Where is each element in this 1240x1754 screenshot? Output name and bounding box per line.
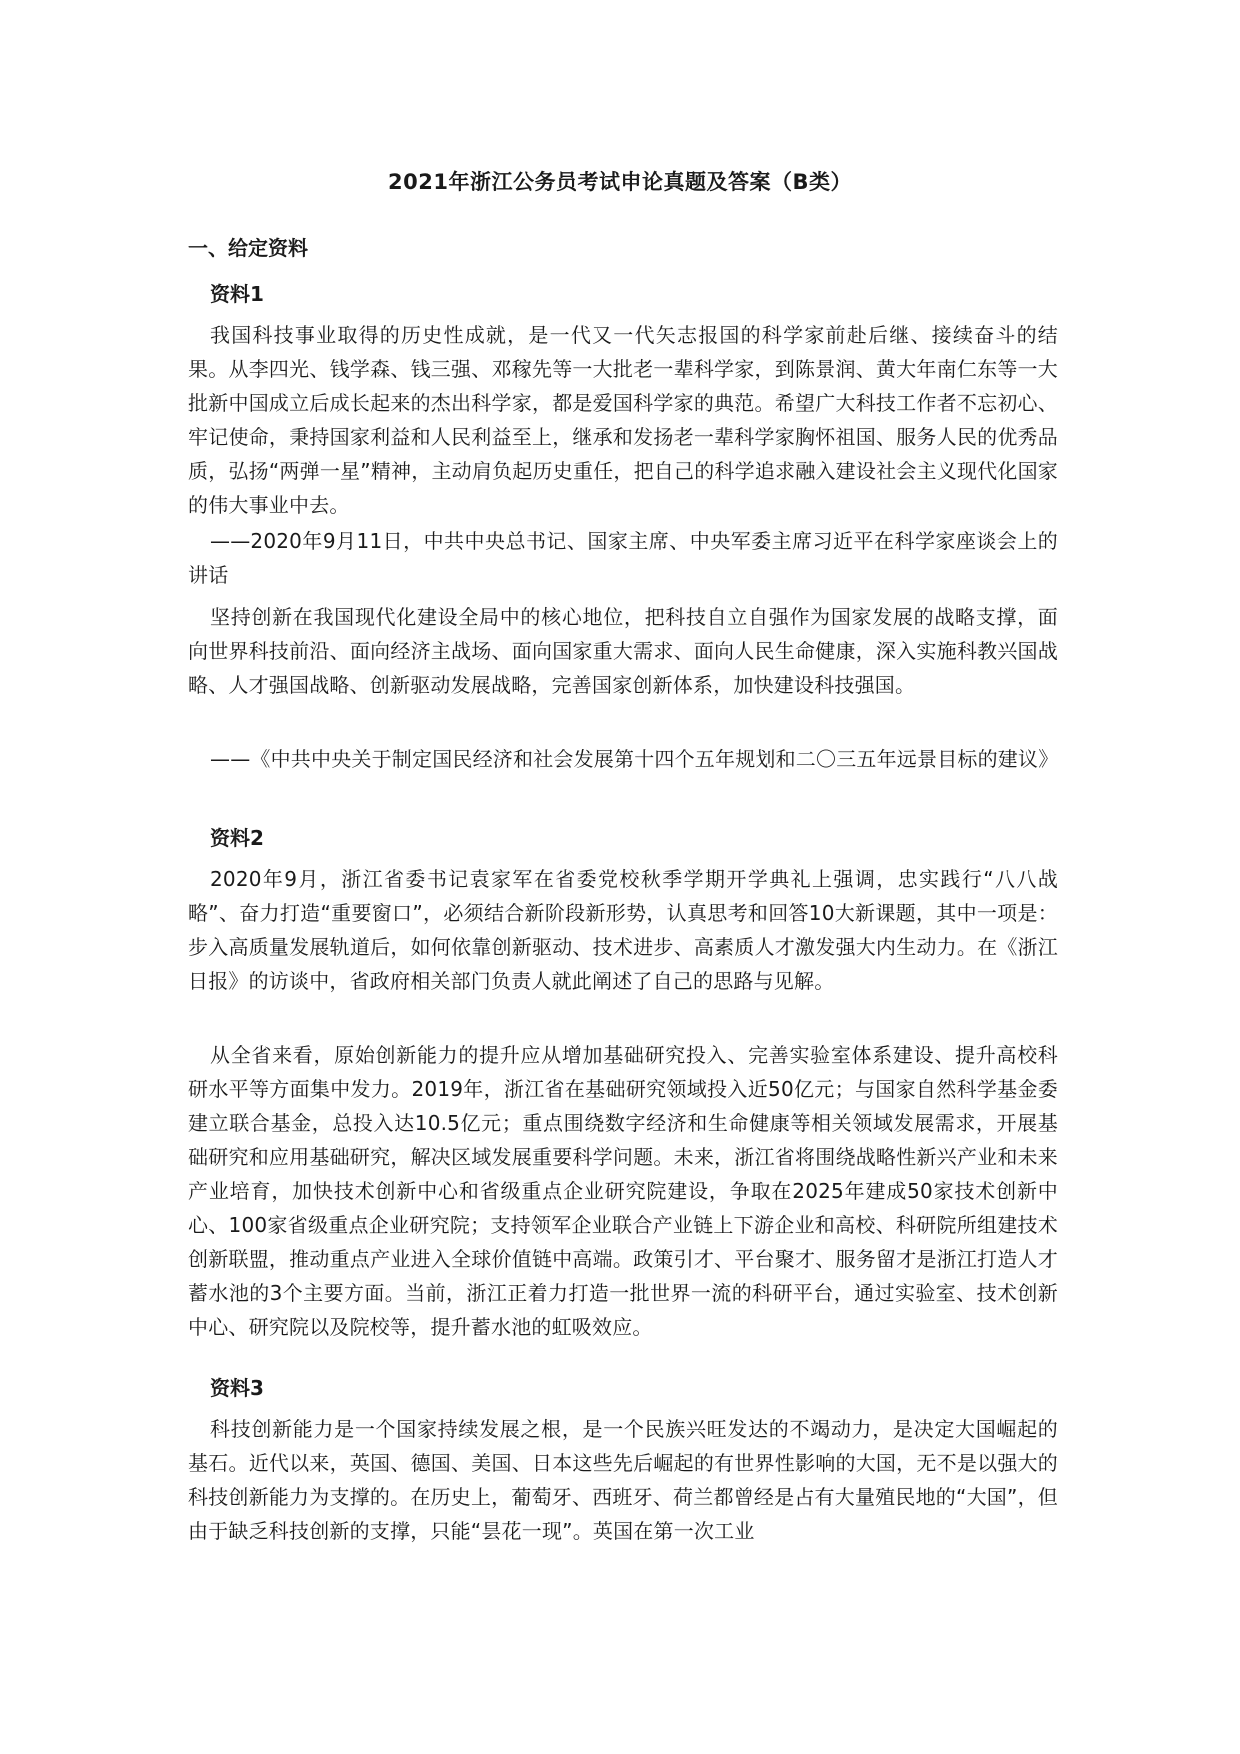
document-title: 2021年浙江公务员考试申论真题及答案（B类）	[388, 170, 852, 194]
material-1-paragraph-1: 我国科技事业取得的历史性成就，是一代又一代矢志报国的科学家前赴后继、接续奋斗的结果。从李四光、钱学森、钱三强、邓稼先等一大批老一辈科学家，到陈景润、黄大年南仁东等一大批新中国成立后成长起来的杰出科学家，都是爱国科学家的典范。希望广大科技工作者不忘初心、牢记使命，秉持国家利益和人民利益至上，继承和发扬老一辈科学家胸怀祖国、服务人民的优秀品质，弘扬“两弹一星”精神，主动肩负起历史重任，把自己的科学追求融入建设社会主义现代化国家的伟大事业中去。	[188, 323, 1058, 517]
material-2-heading: 资料2	[210, 826, 264, 850]
material-1-source-1: ——2020年9月11日，中共中央总书记、国家主席、中央军委主席习近平在科学家座谈会上的讲话	[188, 529, 1058, 587]
material-1-paragraph-2: 坚持创新在我国现代化建设全局中的核心地位，把科技自立自强作为国家发展的战略支撑，面向世界科技前沿、面向经济主战场、面向国家重大需求、面向人民生命健康，深入实施科教兴国战略、人才强国战略、创新驱动发展战略，完善国家创新体系，加快建设科技强国。	[188, 605, 1058, 697]
material-2-paragraph-2: 从全省来看，原始创新能力的提升应从增加基础研究投入、完善实验室体系建设、提升高校科研水平等方面集中发力。2019年，浙江省在基础研究领域投入近50亿元；与国家自然科学基金委建立联合基金，总投入达10.5亿元；重点围绕数字经济和生命健康等相关领域发展需求，开展基础研究和应用基础研究，解决区域发展重要科学问题。未来，浙江省将围绕战略性新兴产业和未来产业培育，加快技术创新中心和省级重点企业研究院建设，争取在2025年建成50家技术创新中心、100家省级重点企业研究院；支持领军企业联合产业链上下游企业和高校、科研院所组建技术创新联盟，推动重点产业进入全球价值链中高端。政策引才、平台聚才、服务留才是浙江打造人才蓄水池的3个主要方面。当前，浙江正着力打造一批世界一流的科研平台，通过实验室、技术创新中心、研究院以及院校等，提升蓄水池的虹吸效应。	[188, 1043, 1058, 1339]
material-1-source-2: ——《中共中央关于制定国民经济和社会发展第十四个五年规划和二〇三五年远景目标的建议》	[210, 747, 1059, 771]
material-3-paragraph-1: 科技创新能力是一个国家持续发展之根，是一个民族兴旺发达的不竭动力，是决定大国崛起的基石。近代以来，英国、德国、美国、日本这些先后崛起的有世界性影响的大国，无不是以强大的科技创新能力为支撑的。在历史上，葡萄牙、西班牙、荷兰都曾经是占有大量殖民地的“大国”，但由于缺乏科技创新的支撑，只能“昙花一现”。英国在第一次工业	[188, 1417, 1058, 1543]
section-heading: 一、给定资料	[188, 236, 308, 260]
material-3-heading: 资料3	[210, 1376, 264, 1400]
material-1-heading: 资料1	[210, 282, 264, 306]
material-2-paragraph-1: 2020年9月，浙江省委书记袁家军在省委党校秋季学期开学典礼上强调，忠实践行“八八战略”、奋力打造“重要窗口”，必须结合新阶段新形势，认真思考和回答10大新课题，其中一项是：步入高质量发展轨道后，如何依靠创新驱动、技术进步、高素质人才激发强大内生动力。在《浙江日报》的访谈中，省政府相关部门负责人就此阐述了自己的思路与见解。	[188, 867, 1058, 993]
